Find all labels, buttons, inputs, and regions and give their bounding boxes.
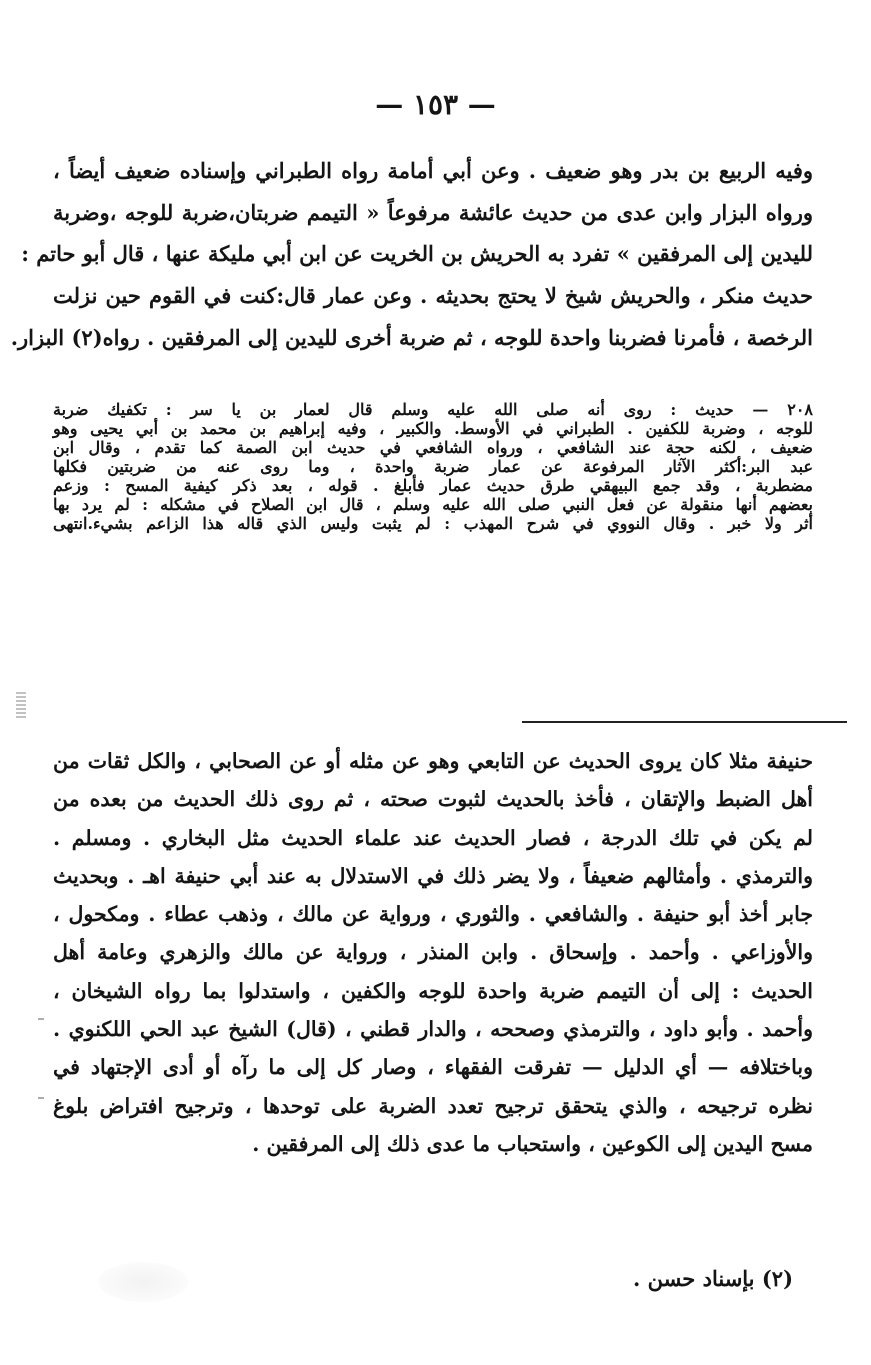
text-line: ٢٠٨ — حديث : روى أنه صلى الله عليه وسلم قال لعمار بن يا سر : تكفيك ضربة (53, 400, 813, 419)
text-line: لليدين إلى المرفقين » تفرد به الحريش بن الخريت عن ابن أبي مليكة عنها ، قال أبو حاتم : (21, 241, 813, 267)
text-line: الرخصة ، فأمرنا فضربنا واحدة للوجه ، ثم ضربة أخرى لليدين إلى المرفقين . رواه(٢) البزار. (10, 324, 813, 350)
text-line: للوجه ، وضربة للكفين . الطبراني في الأوسط. والكبير ، وفيه إبراهيم بن محمد بن أبي يحيى وهو (53, 419, 813, 438)
text-line: أثر ولا خبر . وقال النووي في شرح المهذب : لم يثبت وليس الذي قاله هذا الزاعم بشيء.انتهى (53, 514, 814, 533)
main-text-paragraph-1 (10, 150, 813, 358)
footnote-line: وأحمد . وأبو داود ، والترمذي وصححه ، والدار قطني ، (قال) الشيخ عبد الحي اللكنوي . (53, 1017, 813, 1042)
footnote-line: والترمذي . وأمثالهم ضعيفاً ، ولا يضر ذلك في الاستدلال به عند أبي حنيفة اهـ . وبحديث (53, 863, 813, 888)
footnote-line: لم يكن في تلك الدرجة ، فصار الحديث عند علماء الحديث مثل البخاري . ومسلم . (53, 825, 813, 850)
page-number: — ١٥٣ — (375, 88, 496, 121)
text-line: ورواه البزار وابن عدى من حديث عائشة مرفوعاً « التيمم ضربتان،ضربة للوجه ،وضربة (53, 199, 813, 225)
scan-smudge (98, 1262, 188, 1302)
footnote-line: مسح اليدين إلى الكوعين ، واستحباب ما عدى ذلك إلى المرفقين . (252, 1131, 813, 1156)
text-line: وفيه الربيع بن بدر وهو ضعيف . وعن أبي أمامة رواه الطبراني وإسناده ضعيف أيضاً ، (53, 158, 813, 183)
text-line: ضعيف ، لكنه حجة عند الشافعي ، ورواه الشافعي في حديث ابن الصمة كما تقدم ، وقال ابن (53, 438, 813, 457)
scan-tick-mark (38, 1097, 44, 1099)
footnote-line: الحديث : إلى أن التيمم ضربة واحدة للوجه والكفين ، واستدلوا بما رواه الشيخان ، (53, 978, 813, 1003)
footnote-block (53, 742, 813, 1163)
text-line: حديث منكر ، والحريش شيخ لا يحتج بحديثه . وعن عمار قال:كنت في القوم حين نزلت (53, 283, 813, 309)
text-line: عبد البر:أكثر الآثار المرفوعة عن عمار ضربة واحدة ، وما روى عنه من ضربتين فكلها (53, 457, 813, 476)
footnote-line: جابر أخذ أبو حنيفة . والشافعي . والثوري ، ورواية عن مالك ، وذهب عطاء . ومكحول ، (53, 902, 813, 927)
footnote-line: وباختلافه — أي الدليل — تفرقت الفقهاء ، وصار كل إلى ما رآه أو أدى الإجتهاد في (53, 1055, 813, 1080)
text-line: بعضهم أنها منقولة عن فعل النبي صلى الله عليه وسلم ، قال ابن الصلاح في مشكله : لم يرد بها (53, 495, 813, 514)
footnote-2: (٢) بإسناد حسن . (632, 1266, 793, 1291)
footnote-line: أهل الضبط والإتقان ، فأخذ بالحديث لثبوت صحته ، ثم روى ذلك الحديث من بعده من (53, 787, 813, 812)
footnote-divider (522, 721, 847, 723)
text-line: مضطربة ، وقد جمع البيهقي طرق حديث عمار فأبلغ . قوله ، بعد ذكر كيفية المسح : وزعم (53, 476, 814, 495)
main-text-paragraph-2 (53, 400, 813, 533)
footnote-line: حنيفة مثلا كان يروى الحديث عن التابعي وهو عن مثله أو عن الصحابي ، والكل ثقات من (53, 749, 813, 773)
footnote-line: نظره ترجيحه ، والذي يتحقق ترجيح تعدد الضربة على توحدها ، وترجيح افتراض بلوغ (53, 1093, 813, 1118)
scan-edge-mark (16, 692, 26, 718)
scan-tick-mark (38, 1018, 44, 1020)
footnote-line: والأوزاعي . وأحمد . وإسحاق . وابن المنذر ، ورواية عن مالك والزهري وعامة أهل (53, 940, 813, 965)
